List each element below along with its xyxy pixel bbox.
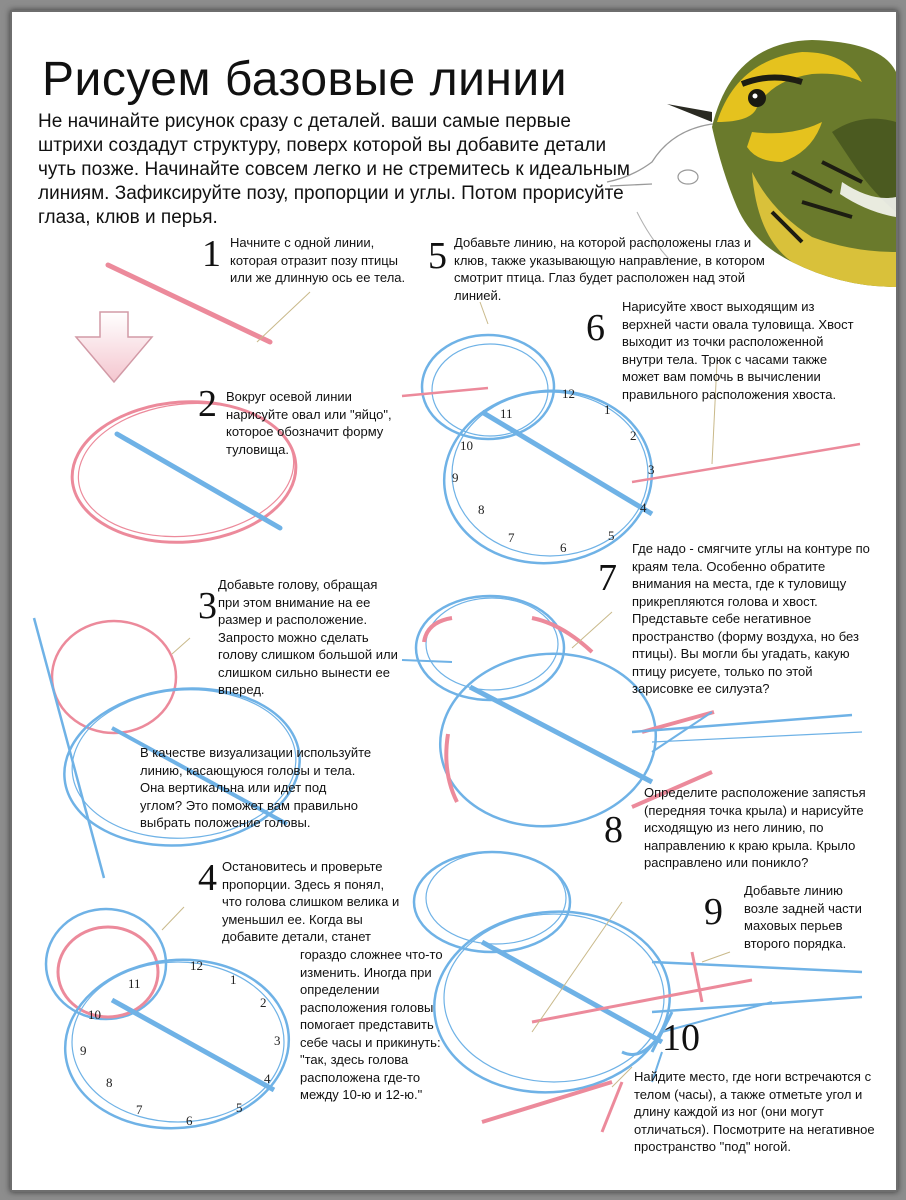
svg-text:1: 1 [604, 402, 611, 417]
step-9-text: Добавьте линию возле задней части маховых перьев второго порядка. [744, 883, 862, 951]
step-1-number: 1 [202, 233, 221, 275]
svg-text:10: 10 [460, 438, 473, 453]
svg-text:7: 7 [508, 530, 515, 545]
svg-text:8: 8 [478, 502, 485, 517]
svg-text:9: 9 [452, 470, 459, 485]
page-title: Рисуем базовые линии [42, 53, 568, 106]
step-5-number: 5 [428, 235, 447, 277]
svg-text:11: 11 [500, 406, 513, 421]
svg-text:2: 2 [260, 995, 267, 1010]
step-4-text: Остановитесь и проверьте пропорции. Здесь я понял, что голова слишком велика и уменьшил ее. Когда вы добавите детали, станет [222, 859, 400, 944]
step-4-number: 4 [198, 857, 217, 899]
arrow-down-icon [76, 312, 152, 382]
svg-text:12: 12 [190, 958, 203, 973]
step-5-text: Добавьте линию, на которой расположены глаз и клюв, также указывающую направление, в котором смотрит птица. Глаз будет расположен над этой линией. [454, 235, 765, 303]
svg-text:1: 1 [230, 972, 237, 987]
svg-text:11: 11 [128, 976, 141, 991]
step-7-text: Где надо - смягчите углы на контуре по краям тела. Особенно обратите внимания на места, где к туловищу прикрепляются голова и хвост. Представьте себе негативное пространство (форму воздуха, но без птицы). Вы могли бы угадать, какую птицу рисуете, только по этой зарисовке ее силуэта? [632, 541, 870, 696]
svg-text:4: 4 [264, 1071, 271, 1086]
page [10, 10, 898, 1192]
svg-text:5: 5 [608, 528, 615, 543]
svg-text:6: 6 [186, 1113, 193, 1128]
step-8-number: 8 [604, 809, 623, 851]
step-3-text: Добавьте голову, обращая при этом внимание на ее размер и расположение. Запросто можно сделать голову слишком большой или слишком сильно вынести ее вперед. [218, 577, 398, 697]
svg-text:10: 10 [88, 1007, 101, 1022]
svg-text:2: 2 [630, 428, 637, 443]
step-4-continuation: гораздо сложнее что-то изменить. Иногда при определении расположения головы помогает представить себе часы и прикинуть: "так, здесь голова расположена где-то между 10-ю и 12-ю." [300, 947, 443, 1102]
step-7-number: 7 [598, 557, 617, 599]
step-2-text: Вокруг осевой линии нарисуйте овал или "яйцо", которое обозначит форму туловища. [226, 389, 392, 457]
step-10-text: Найдите место, где ноги встречаются с телом (часы), а также отметьте угол и длину каждой из ног (они могут отличаться). Посмотрите на негативное пространство "под" ногой. [634, 1069, 875, 1154]
svg-text:12: 12 [562, 386, 575, 401]
head-circle-3 [52, 621, 176, 733]
step-8-text: Определите расположение запястья (передняя точка крыла) и нарисуйте исходящую из него линию, по направлению к краю крыла. Крыло расправлено или поникло? [644, 785, 866, 870]
step-6-number: 6 [586, 307, 605, 349]
svg-text:6: 6 [560, 540, 567, 555]
svg-text:9: 9 [80, 1043, 87, 1058]
svg-text:7: 7 [136, 1102, 143, 1117]
step-10-number: 10 [662, 1017, 700, 1059]
svg-text:4: 4 [640, 500, 647, 515]
step-3-number: 3 [198, 585, 217, 627]
intro-text: Не начинайте рисунок сразу с деталей. ваши самые первые штрихи создадут структуру, поверх которой вы добавите детали чуть позже. Начинайте совсем легко и не стремитесь к идеальным линиям. Зафиксируйте позу, пропорции и углы. Потом прорисуйте глаза, клюв и перья. [38, 111, 630, 228]
step-1-text: Начните с одной линии, которая отразит позу птицы или же длинную ось ее тела. [230, 235, 406, 285]
svg-text:5: 5 [236, 1100, 243, 1115]
step-2-number: 2 [198, 383, 217, 425]
svg-text:3: 3 [648, 462, 655, 477]
svg-text:8: 8 [106, 1075, 113, 1090]
svg-text:3: 3 [274, 1033, 281, 1048]
step-6-text: Нарисуйте хвост выходящим из верхней части овала туловища. Хвост выходит из точки расположенной внутри тела. Трюк с часами также может вам помочь в вычислении правильного расположения хвоста. [622, 299, 854, 402]
step-9-number: 9 [704, 891, 723, 933]
step-3-note: В качестве визуализации используйте линию, касающуюся головы и тела. Она вертикальна или идет под углом? Это поможет вам правильно выбрать положение головы. [140, 745, 372, 830]
